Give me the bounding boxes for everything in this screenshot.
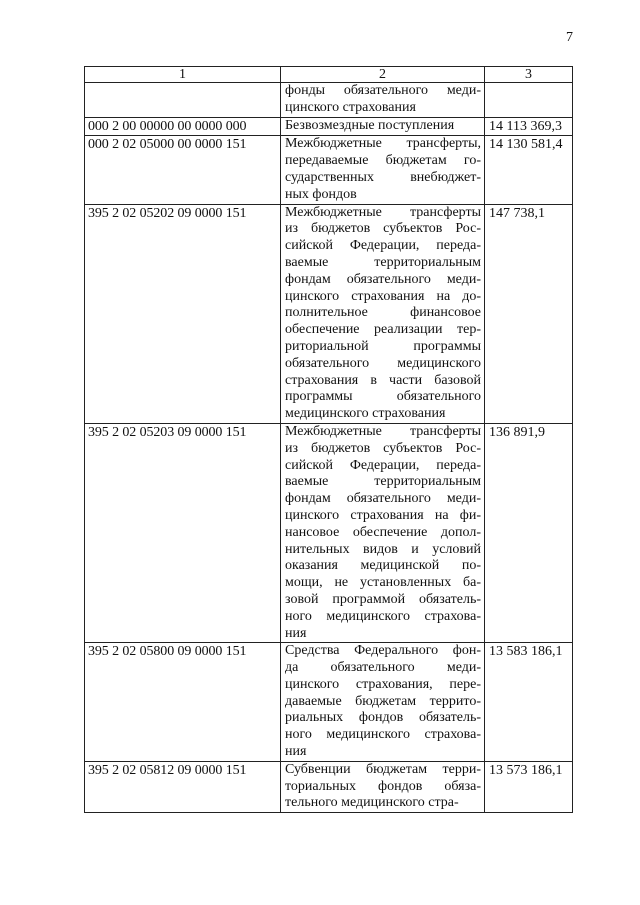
- item-name-line: сударственных внебюджет-: [285, 169, 481, 185]
- budget-code-cell: 395 2 02 05800 09 0000 151: [85, 643, 281, 762]
- item-name-line: цинского страхования на фи-: [285, 507, 481, 523]
- item-name-line: Субвенции бюджетам терри-: [285, 761, 481, 777]
- item-name-line: ваемые территориальным: [285, 254, 481, 270]
- item-name-line: сийской Федерации, переда-: [285, 238, 481, 254]
- item-name-line: даваемые бюджетам террито-: [285, 693, 481, 709]
- budget-table: [84, 66, 573, 813]
- column-header-name: 2: [281, 67, 485, 83]
- item-name-line: полнительное финансовое: [285, 305, 481, 321]
- amount-cell: 13 583 186,1: [485, 643, 573, 762]
- budget-code-cell: 395 2 02 05202 09 0000 151: [85, 204, 281, 423]
- budget-code-cell: 395 2 02 05203 09 0000 151: [85, 423, 281, 642]
- item-name-line: ных фондов: [285, 186, 357, 202]
- item-name-line: цинского страхования: [285, 99, 416, 115]
- amount-cell: 14 113 369,3: [485, 117, 573, 136]
- item-name-cell: [281, 761, 485, 812]
- amount-cell: 136 891,9: [485, 423, 573, 642]
- item-name-line: цинского страхования, пере-: [285, 676, 481, 692]
- table-row: [85, 136, 573, 204]
- amount-cell: 13 573 186,1: [485, 761, 573, 812]
- item-name-line: цинского страхования на до-: [285, 288, 481, 304]
- item-name-line: обеспечение реализации тер-: [285, 322, 481, 338]
- table-header-row: [85, 67, 573, 83]
- item-name-line: Межбюджетные трансферты,: [285, 136, 481, 152]
- item-name-line: фондам обязательного меди-: [285, 271, 481, 287]
- item-name-line: Безвозмездные поступления: [285, 117, 455, 133]
- item-name-cell: [281, 423, 485, 642]
- item-name-line: мощи, не установленных ба-: [285, 575, 481, 591]
- item-name-line: Межбюджетные трансферты: [285, 423, 481, 439]
- item-name-line: ного медицинского страхова-: [285, 727, 481, 743]
- item-name-cell: [281, 643, 485, 762]
- item-name-line: ваемые территориальным: [285, 474, 481, 490]
- item-name-line: Межбюджетные трансферты: [285, 204, 481, 220]
- item-name-line: ного медицинского страхова-: [285, 608, 481, 624]
- amount-cell: [485, 83, 573, 118]
- item-name-line: риториальной программы: [285, 338, 481, 354]
- item-name-line: тельного медицинского стра-: [285, 795, 459, 811]
- item-name-line: сийской Федерации, переда-: [285, 457, 481, 473]
- item-name-line: риальных фондов обязатель-: [285, 710, 481, 726]
- item-name-line: ния: [285, 744, 307, 760]
- amount-cell: 147 738,1: [485, 204, 573, 423]
- column-header-code: 1: [85, 67, 281, 83]
- table-row: [85, 423, 573, 642]
- item-name-line: из бюджетов субъектов Рос-: [285, 221, 481, 237]
- item-name-line: да обязательного меди-: [285, 660, 481, 676]
- column-header-amount: 3: [485, 67, 573, 83]
- item-name-line: из бюджетов субъектов Рос-: [285, 440, 481, 456]
- item-name-line: программы обязательного: [285, 389, 481, 405]
- table-row: [85, 761, 573, 812]
- item-name-cell: [281, 83, 485, 118]
- table-body: [85, 83, 573, 813]
- budget-code-cell: 000 2 00 00000 00 0000 000: [85, 117, 281, 136]
- table-row: [85, 204, 573, 423]
- item-name-line: медицинского страхования: [285, 406, 446, 422]
- item-name-line: Средства Федерального фон-: [285, 643, 481, 659]
- budget-code-cell: 395 2 02 05812 09 0000 151: [85, 761, 281, 812]
- item-name-cell: [281, 117, 485, 136]
- item-name-line: нансовое обеспечение допол-: [285, 524, 481, 540]
- page-number: 7: [566, 30, 573, 45]
- table-row: [85, 117, 573, 136]
- item-name-line: зовой программой обязатель-: [285, 591, 481, 607]
- amount-cell: 14 130 581,4: [485, 136, 573, 204]
- item-name-line: передаваемые бюджетам го-: [285, 153, 481, 169]
- item-name-line: обязательного медицинского: [285, 355, 481, 371]
- item-name-line: ториальных фондов обяза-: [285, 778, 481, 794]
- table-row: [85, 83, 573, 118]
- item-name-line: оказания медицинской по-: [285, 558, 481, 574]
- item-name-line: фондам обязательного меди-: [285, 491, 481, 507]
- item-name-line: фонды обязательного меди-: [285, 83, 481, 98]
- budget-code-cell: [85, 83, 281, 118]
- item-name-line: ния: [285, 625, 307, 641]
- item-name-line: нительных видов и условий: [285, 541, 481, 557]
- item-name-cell: [281, 136, 485, 204]
- item-name-cell: [281, 204, 485, 423]
- item-name-line: страхования в части базовой: [285, 372, 481, 388]
- budget-code-cell: 000 2 02 05000 00 0000 151: [85, 136, 281, 204]
- table-row: [85, 643, 573, 762]
